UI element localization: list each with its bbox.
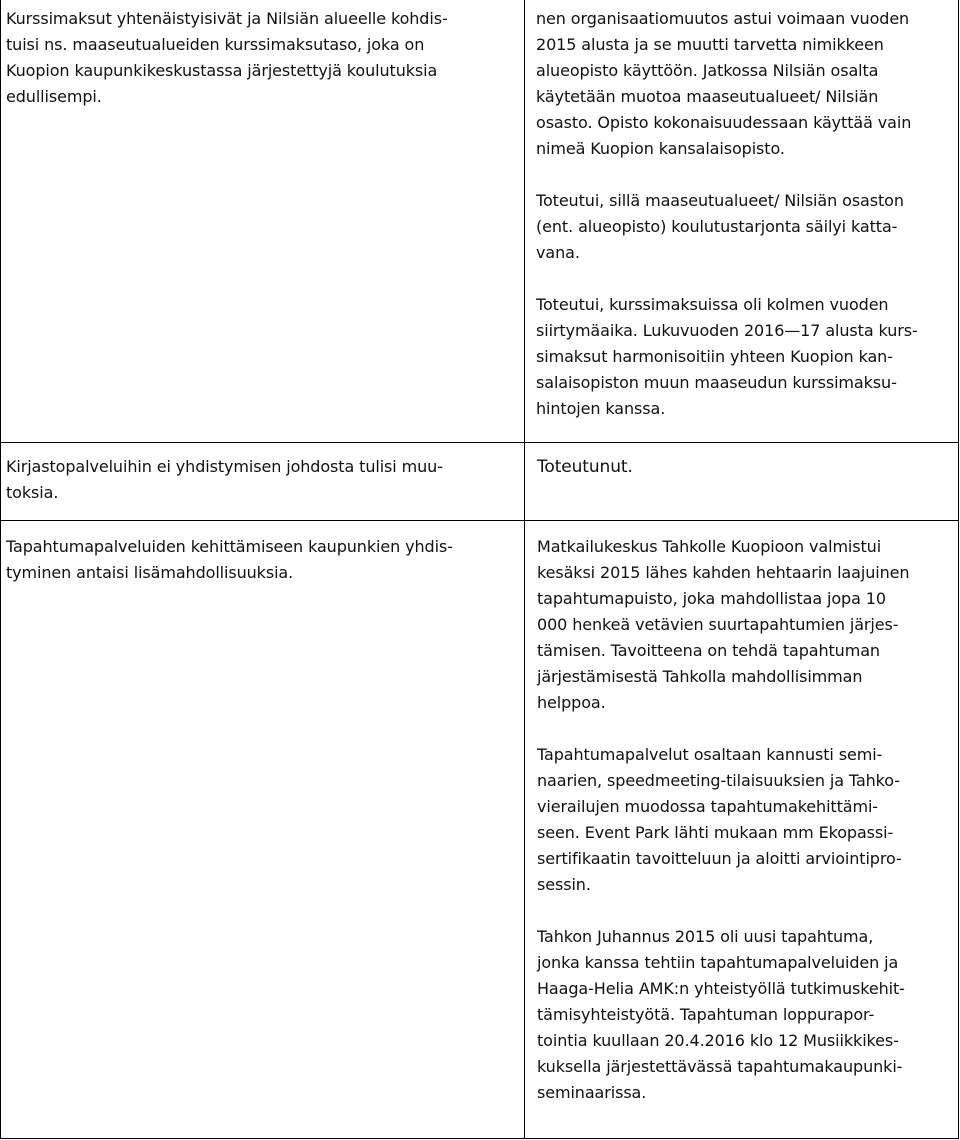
- row-divider-1: [0, 442, 959, 443]
- cell-paragraph: nen organisaatiomuutos astui voimaan vuoden 2015 alusta ja se muutti tarvetta nimikkeen alueopisto käyttöön. Jatkossa Nilsiän osalta käytetään muotoa maaseutualueet/ Nilsiän osasto. Opisto kokonaisuudessaan käyttää vain nimeä Kuopion kansalaisopisto.: [536, 9, 912, 158]
- cell-paragraph: Toteutunut.: [537, 457, 633, 477]
- table-border-right: [958, 0, 959, 1139]
- table-cell-row3-left: [6, 534, 514, 586]
- cell-paragraph: Toteutui, sillä maaseutualueet/ Nilsiän osaston (ent. alueopisto) koulutustarjonta säilyi katta- vana.: [536, 191, 904, 262]
- cell-paragraph: Kurssimaksut yhtenäistyisivät ja Nilsiän alueelle kohdis- tuisi ns. maaseutualueiden kurssimaksutaso, joka on Kuopion kaupunkikeskustassa järjestettyjä koulutuksia edullisempi.: [6, 9, 448, 106]
- table-cell-row1-right: [536, 6, 954, 422]
- table-border-left: [0, 0, 1, 1139]
- table-cell-row3-right: [537, 534, 955, 1106]
- table-cell-row1-left: [6, 6, 514, 110]
- cell-paragraph: Tapahtumapalvelut osaltaan kannusti semi- naarien, speedmeeting-tilaisuuksien ja Tahko- vierailujen muodossa tapahtumakehittämi- seen. Event Park lähti mukaan mm Ekopassi- sertifikaatin tavoitteluun ja aloitti arviointipro- sessin.: [537, 745, 902, 894]
- table-cell-row2-right: [537, 454, 955, 480]
- cell-paragraph: Toteutui, kurssimaksuissa oli kolmen vuoden siirtymäaika. Lukuvuoden 2016—17 alusta kurs- simaksut harmonisoitiin yhteen Kuopion kan- salaisopiston muun maaseudun kurssimaksu- hintojen kanssa.: [536, 295, 918, 418]
- cell-paragraph: Tahkon Juhannus 2015 oli uusi tapahtuma, jonka kanssa tehtiin tapahtumapalveluiden ja Haaga-Helia AMK:n yhteistyöllä tutkimuskehit- tämisyhteistyötä. Tapahtuman loppurapor- tointia kuullaan 20.4.2016 klo 12 Musiikkikes- kuksella järjestettävässä tapahtumakaupunki- seminaarissa.: [537, 927, 905, 1102]
- table-cell-row2-left: [6, 454, 514, 506]
- table-border-bottom: [0, 1138, 959, 1139]
- row-divider-2: [0, 520, 959, 521]
- cell-paragraph: Matkailukeskus Tahkolle Kuopioon valmistui kesäksi 2015 lähes kahden hehtaarin laajuinen tapahtumapuisto, joka mahdollistaa jopa 10 000 henkeä vetävien suurtapahtumien järjes- tämisen. Tavoitteena on tehdä tapahtuman järjestämisestä Tahkolla mahdollisimman helppoa.: [537, 537, 910, 712]
- column-divider: [524, 0, 525, 1139]
- cell-paragraph: Tapahtumapalveluiden kehittämiseen kaupunkien yhdis- tyminen antaisi lisämahdollisuuksia.: [6, 537, 453, 582]
- cell-paragraph: Kirjastopalveluihin ei yhdistymisen johdosta tulisi muu- toksia.: [6, 457, 443, 502]
